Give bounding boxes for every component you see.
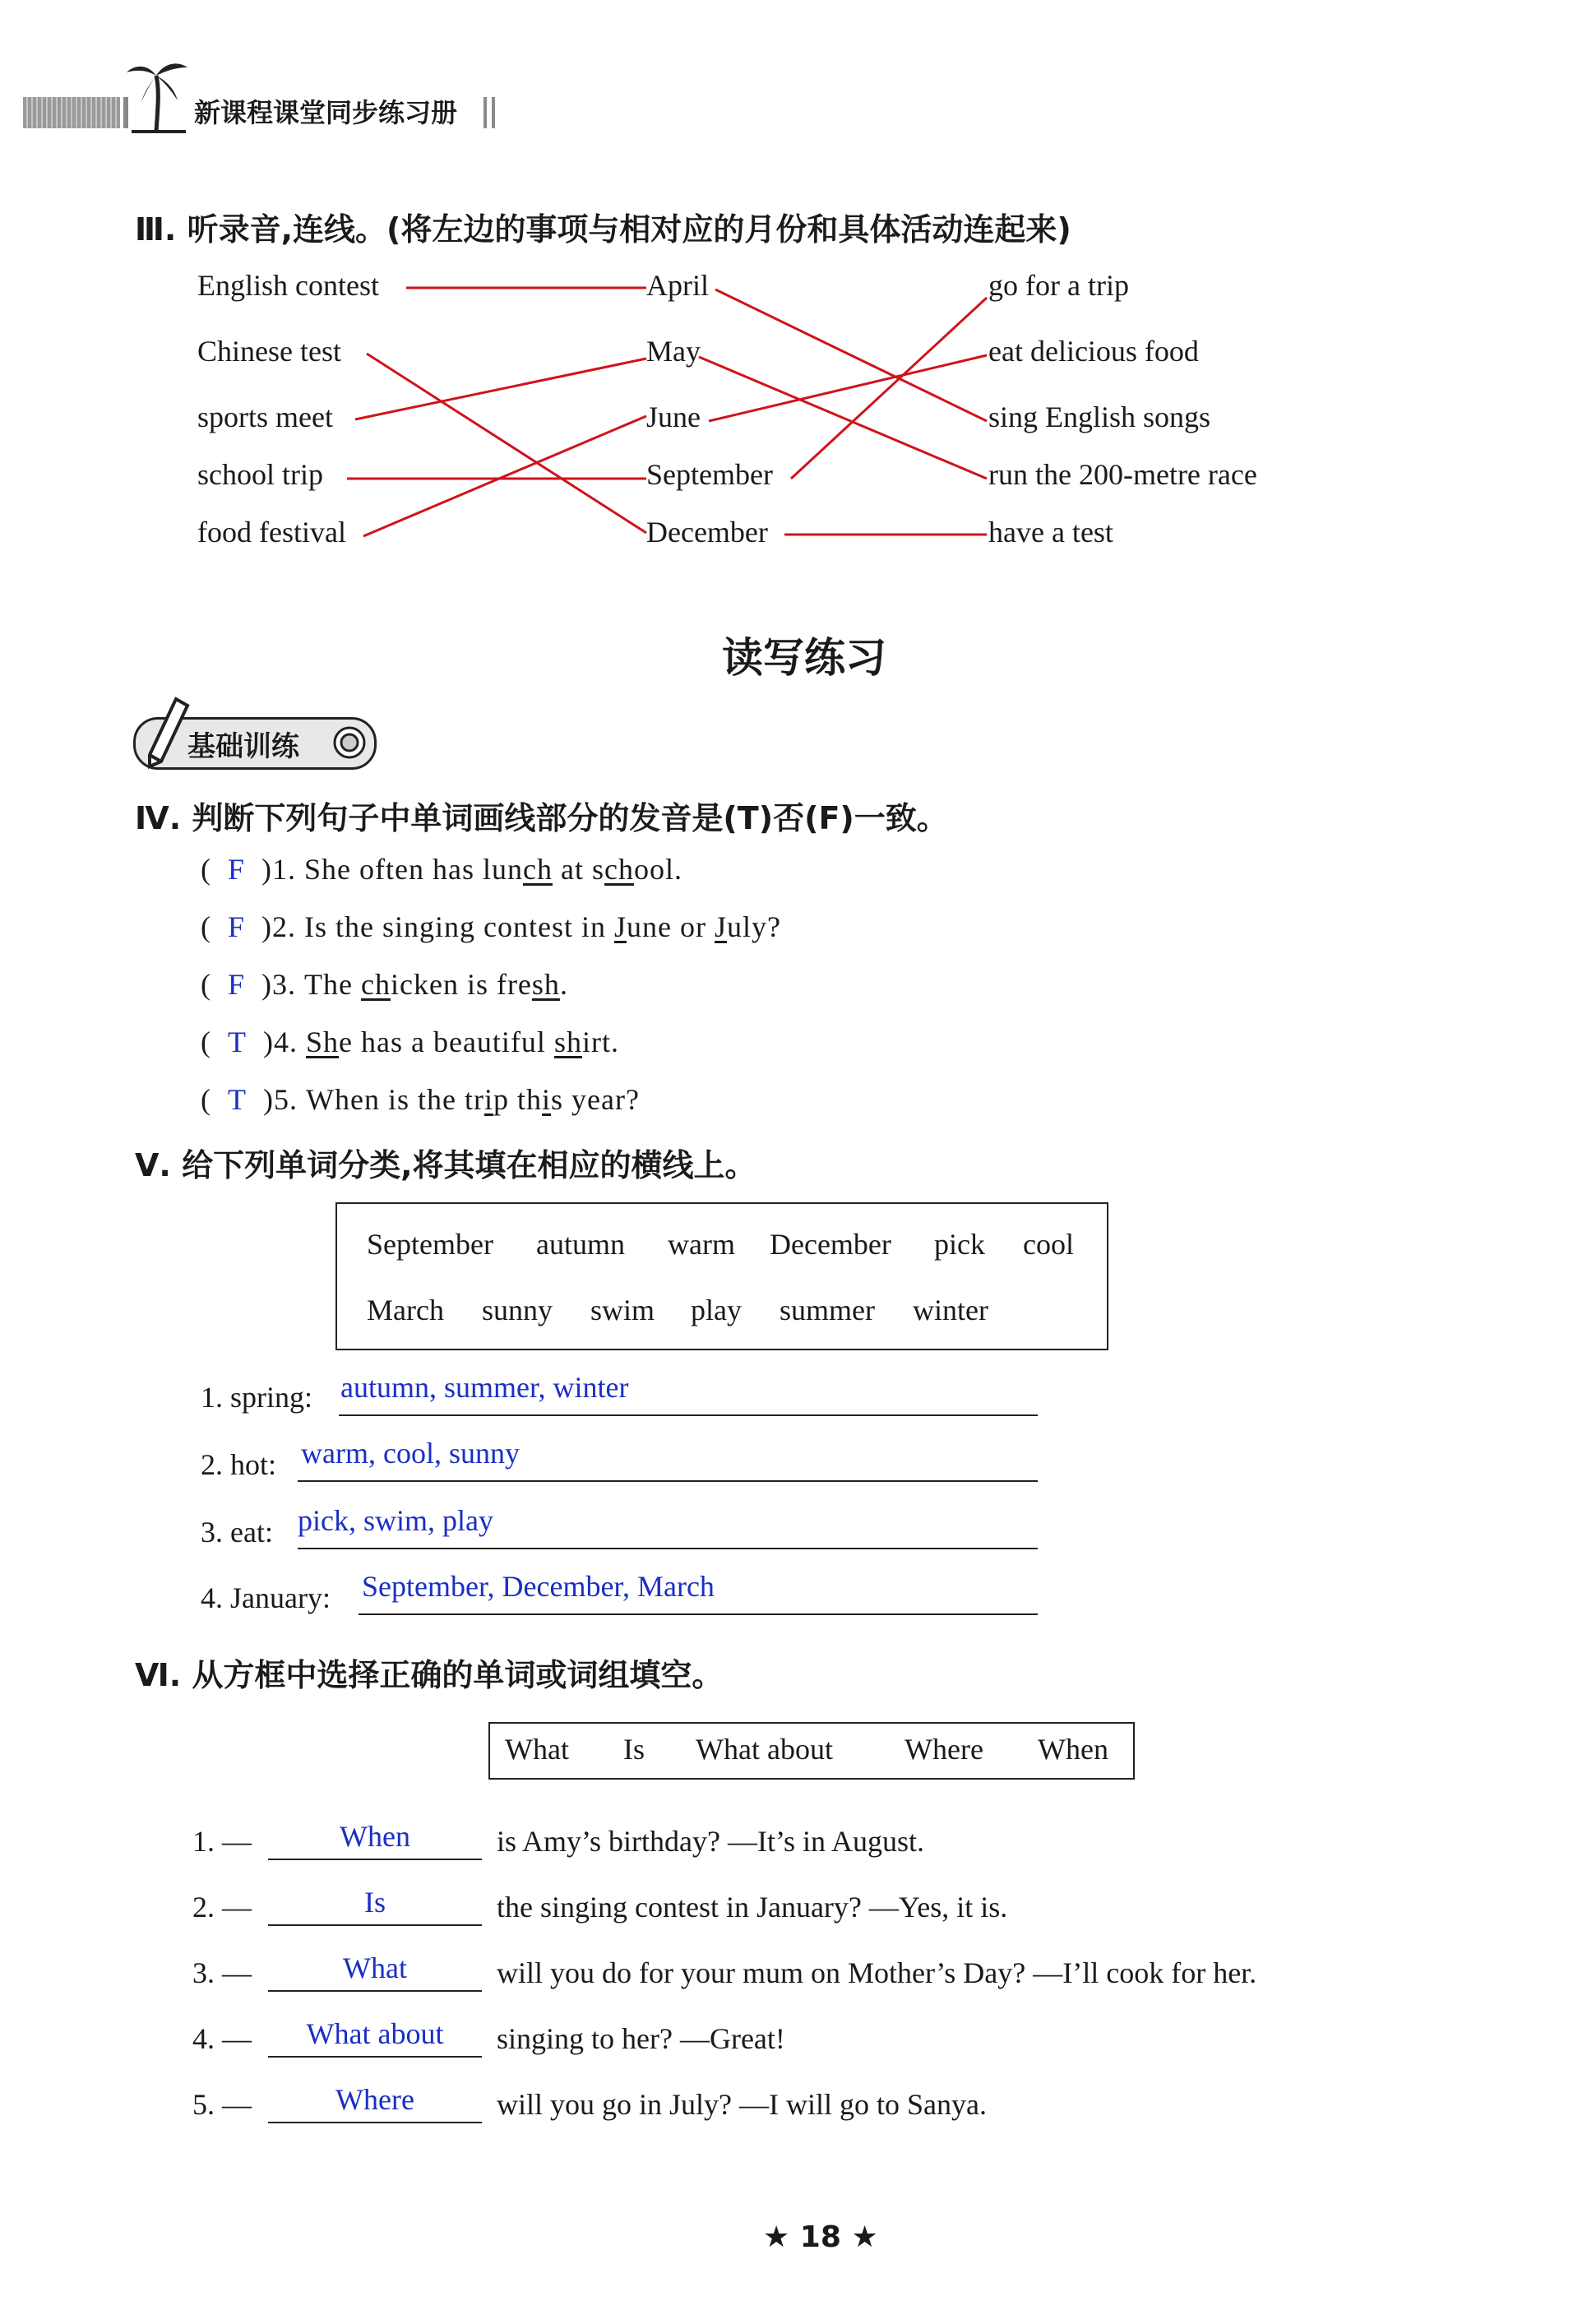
answer-line — [268, 1859, 482, 1860]
answer-line — [339, 1414, 1038, 1416]
box-word: play — [691, 1294, 742, 1326]
fill-num: 5. — — [192, 2088, 252, 2121]
box-word: warm — [668, 1228, 735, 1261]
judge-answer: F — [228, 910, 246, 943]
classify-label: 1. spring: — [201, 1381, 313, 1414]
left-item: Chinese test — [197, 335, 341, 368]
box-word: cool — [1023, 1228, 1074, 1261]
match-line — [709, 355, 987, 421]
answer-line — [298, 1480, 1038, 1482]
classify-label: 4. January: — [201, 1581, 331, 1614]
box-word: winter — [913, 1294, 988, 1326]
option-word: What — [505, 1733, 569, 1766]
classify-label: 3. eat: — [201, 1516, 273, 1549]
fill-answer: What — [343, 1951, 407, 1984]
activity-item: sing English songs — [988, 400, 1211, 433]
answer-line — [268, 2056, 482, 2058]
judge-answer: T — [228, 1025, 247, 1058]
answer-line — [268, 1990, 482, 1992]
activity-item: eat delicious food — [988, 335, 1199, 368]
option-word: Is — [623, 1733, 645, 1766]
classify-answer: pick, swim, play — [298, 1504, 493, 1537]
pencil-icon — [140, 696, 191, 770]
judge-answer: T — [228, 1083, 247, 1116]
fill-sentence: will you do for your mum on Mother’s Day? —I’ll cook for her. — [497, 1956, 1257, 1989]
match-line — [367, 354, 646, 533]
book-title: 新课程课堂同步练习册 — [194, 97, 458, 128]
answer-line — [359, 1613, 1038, 1615]
option-word: What about — [696, 1733, 833, 1766]
box-word: March — [367, 1294, 444, 1326]
judge-item: ( F )1. She often has lunch at school. — [201, 853, 682, 886]
judge-answer: F — [228, 853, 246, 886]
section3-title: Ⅲ. 听录音,连线。(将左边的事项与相对应的月份和具体活动连起来) — [135, 211, 1071, 248]
left-item: sports meet — [197, 400, 333, 433]
fill-num: 4. — — [192, 2022, 252, 2055]
fill-num: 2. — — [192, 1891, 252, 1924]
judge-item: ( F )3. The chicken is fresh. — [201, 968, 568, 1001]
page-number: ★ 18 ★ — [763, 2220, 878, 2254]
match-line — [699, 357, 987, 479]
classify-answer: autumn, summer, winter — [340, 1371, 629, 1404]
section5-title: Ⅴ. 给下列单词分类,将其填在相应的横线上。 — [135, 1147, 756, 1183]
fill-answer: Is — [364, 1886, 386, 1919]
judge-answer: F — [228, 968, 246, 1001]
match-line — [363, 416, 646, 536]
fill-sentence: the singing contest in January? —Yes, it is. — [497, 1891, 1008, 1924]
classify-answer: September, December, March — [362, 1570, 715, 1603]
left-item: English contest — [197, 269, 379, 302]
judge-item: ( T )5. When is the trip this year? — [201, 1083, 640, 1116]
judge-item: ( F )2. Is the singing contest in June or July? — [201, 910, 781, 943]
matching-lines — [0, 0, 1587, 592]
answer-line — [268, 1924, 482, 1926]
box-word: pick — [934, 1228, 985, 1261]
box-word: sunny — [482, 1294, 553, 1326]
activity-item: go for a trip — [988, 269, 1129, 302]
fill-sentence: will you go in July? —I will go to Sanya. — [497, 2088, 987, 2121]
month-item: June — [646, 400, 701, 433]
fill-answer: Where — [335, 2083, 414, 2116]
word-box — [335, 1202, 1108, 1350]
answer-line — [298, 1548, 1038, 1549]
option-word: Where — [905, 1733, 983, 1766]
left-item: school trip — [197, 458, 323, 491]
match-line — [715, 289, 987, 421]
box-word: autumn — [536, 1228, 625, 1261]
badge-label: 基础训练 — [187, 730, 299, 763]
left-item: food festival — [197, 516, 346, 549]
fill-sentence: is Amy’s birthday? —It’s in August. — [497, 1825, 925, 1858]
answer-line — [268, 2122, 482, 2123]
fill-answer: What about — [306, 2017, 444, 2050]
match-line — [355, 359, 646, 419]
month-item: September — [646, 458, 773, 491]
fill-answer: When — [340, 1820, 410, 1853]
reading-title: 读写练习 — [722, 634, 886, 682]
activity-item: have a test — [988, 516, 1113, 549]
month-item: May — [646, 335, 701, 368]
fill-num: 1. — — [192, 1825, 252, 1858]
option-word: When — [1038, 1733, 1108, 1766]
box-word: December — [770, 1228, 891, 1261]
target-icon — [332, 725, 367, 760]
fill-num: 3. — — [192, 1956, 252, 1989]
section4-title: Ⅳ. 判断下列句子中单词画线部分的发音是(T)否(F)一致。 — [135, 800, 948, 836]
judge-item: ( T )4. She has a beautiful shirt. — [201, 1025, 619, 1058]
match-line — [791, 298, 987, 479]
box-word: summer — [780, 1294, 875, 1326]
month-item: April — [646, 269, 709, 302]
classify-label: 2. hot: — [201, 1448, 277, 1481]
month-item: December — [646, 516, 768, 549]
section6-title: Ⅵ. 从方框中选择正确的单词或词组填空。 — [135, 1657, 724, 1693]
box-word: swim — [590, 1294, 655, 1326]
classify-answer: warm, cool, sunny — [301, 1437, 520, 1470]
activity-item: run the 200-metre race — [988, 458, 1257, 491]
box-word: September — [367, 1228, 493, 1261]
fill-sentence: singing to her? —Great! — [497, 2022, 785, 2055]
